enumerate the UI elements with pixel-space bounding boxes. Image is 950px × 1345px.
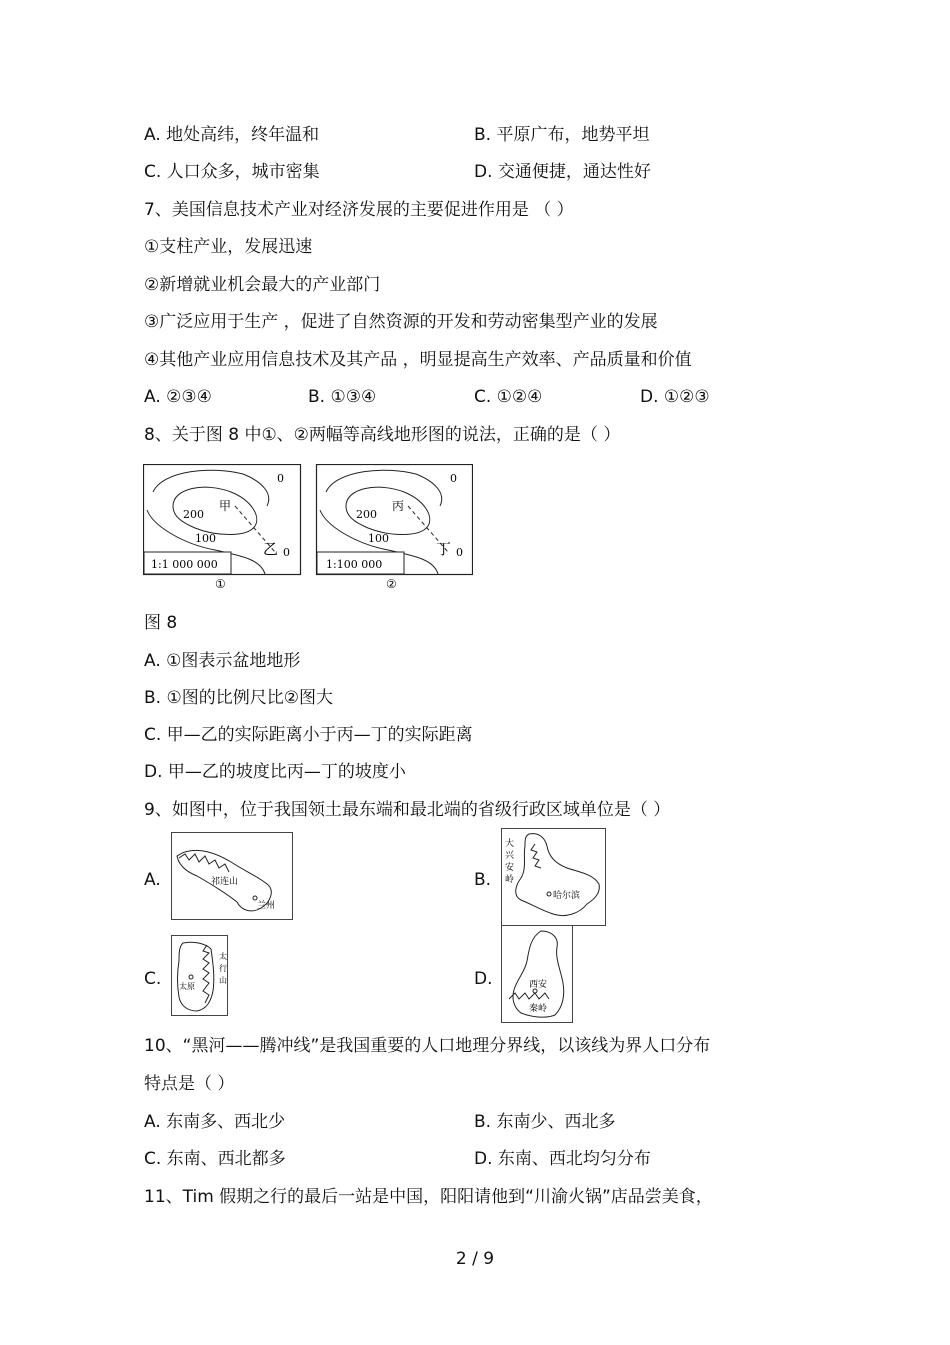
map-c-label-hang: 行 (219, 964, 227, 973)
q10-option-c: C. 东南、西北都多 (144, 1149, 286, 1169)
q6-option-b: B. 平原广布，地势平坦 (474, 125, 650, 145)
q9-map-c (171, 935, 228, 1016)
q7-option-a: A. ②③④ (144, 387, 212, 407)
map-a-qilian-label: 祁连山 (211, 877, 239, 887)
q7-statement-4: ④其他产业应用信息技术及其产品 ，明显提高生产效率、产品质量和价值 (144, 350, 692, 370)
map-b-label-da: 大 (505, 839, 515, 849)
map-d-qinling-label: 秦岭 (529, 1004, 548, 1014)
q10-option-d: D. 东南、西北均匀分布 (474, 1149, 651, 1169)
contour-map-2 (317, 465, 473, 592)
map1-scale: 1:1 000 000 (151, 558, 218, 571)
map1-contour-200: 200 (183, 508, 204, 521)
q7-statement-3: ③广泛应用于生产 ，促进了自然资源的开发和劳动密集型产业的发展 (144, 312, 658, 332)
map2-scale: 1:100 000 (326, 558, 383, 571)
map-d-xian-label: 西安 (529, 980, 548, 990)
q8-option-a: A. ①图表示盆地地形 (144, 651, 301, 671)
q6-option-c: C. 人口众多，城市密集 (144, 162, 320, 182)
map-c-taiyuan-label: 太原 (179, 982, 195, 991)
q9-stem: 9、如图中，位于我国领土最东端和最北端的省级行政区域单位是（ ） (144, 800, 671, 820)
q6-option-a: A. 地处高纬，终年温和 (144, 125, 320, 145)
q9-option-a: A. (144, 870, 161, 890)
q7-option-c: C. ①②④ (474, 387, 543, 407)
q10-option-b: B. 东南少、西北多 (474, 1112, 616, 1132)
q7-statement-2: ②新增就业机会最大的产业部门 (144, 275, 381, 295)
q7-option-d: D. ①②③ (640, 387, 710, 407)
q9-map-d (501, 925, 573, 1023)
map1-point-jia: 甲 (219, 499, 232, 513)
page-number: 2 / 9 (455, 1249, 495, 1269)
map-b-harbin-label: 哈尔滨 (553, 891, 581, 901)
q8-option-d: D. 甲—乙的坡度比丙—丁的坡度小 (144, 762, 406, 782)
map-a-lanzhou-label: 兰州 (257, 901, 276, 911)
q7-option-b: B. ①③④ (308, 387, 377, 407)
q8-option-b: B. ①图的比例尺比②图大 (144, 688, 333, 708)
map-b-label-ling: 岭 (505, 875, 515, 885)
map2-contour-200: 200 (356, 508, 377, 521)
map2-contour-0-top: 0 (450, 472, 457, 485)
map1-contour-100: 100 (195, 532, 216, 545)
map2-point-bing: 丙 (392, 499, 405, 513)
map2-point-ding: 丁 (436, 540, 452, 558)
q8-option-c: C. 甲—乙的实际距离小于丙—丁的实际距离 (144, 725, 473, 745)
figure-8-caption: 图 8 (144, 613, 178, 633)
q11-stem: 11、Tim 假期之行的最后一站是中国，阳阳请他到“川渝火锅”店品尝美食， (144, 1187, 713, 1207)
map-b-label-xing: 兴 (505, 851, 515, 861)
q10-stem-line1: 10、“黑河——腾冲线”是我国重要的人口地理分界线，以该线为界人口分布 (144, 1036, 711, 1056)
map1-point-yi: 乙 (263, 540, 279, 558)
q7-stem: 7、美国信息技术产业对经济发展的主要促进作用是 （ ） (144, 200, 574, 220)
map2-contour-0-bottom: 0 (456, 546, 463, 559)
q9-option-d: D. (474, 969, 493, 989)
map2-label: ② (386, 577, 397, 591)
map2-contour-100: 100 (368, 532, 389, 545)
q7-statement-1: ①支柱产业，发展迅速 (144, 237, 313, 257)
q10-stem-line2: 特点是（ ） (144, 1074, 235, 1094)
map1-contour-0-bottom: 0 (283, 546, 290, 559)
contour-map-1 (144, 465, 301, 592)
q9-option-b: B. (474, 870, 492, 890)
map-c-label-tai: 太 (219, 952, 227, 961)
q10-option-a: A. 东南多、西北少 (144, 1112, 286, 1132)
q6-option-d: D. 交通便捷，通达性好 (474, 162, 651, 182)
q9-map-b (501, 828, 606, 926)
map-c-label-shan: 山 (219, 976, 227, 985)
map1-contour-0-top: 0 (277, 472, 284, 485)
map1-label: ① (215, 577, 226, 591)
q9-option-c: C. (144, 969, 162, 989)
q8-stem: 8、关于图 8 中①、②两幅等高线地形图的说法，正确的是（ ） (144, 425, 621, 445)
contour-map-figure (143, 464, 473, 592)
map-b-label-an: 安 (505, 863, 515, 873)
q9-map-a (171, 832, 293, 920)
